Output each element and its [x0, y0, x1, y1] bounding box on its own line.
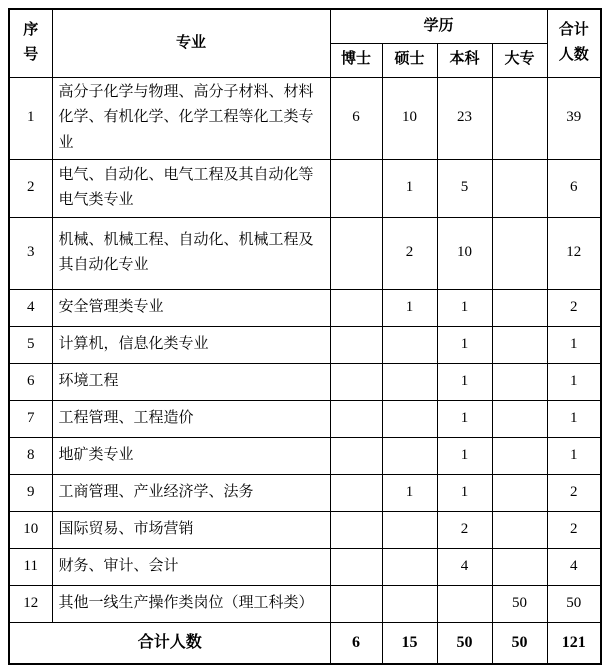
header-level-college: 大专 [492, 43, 547, 77]
cell-phd [330, 326, 382, 363]
cell-phd [330, 289, 382, 326]
cell-major: 其他一线生产操作类岗位（理工科类） [52, 585, 330, 622]
cell-master [382, 437, 437, 474]
cell-no: 1 [9, 77, 52, 159]
cell-college [492, 511, 547, 548]
cell-phd [330, 511, 382, 548]
cell-major: 工商管理、产业经济学、法务 [52, 474, 330, 511]
header-row-top [9, 9, 601, 43]
cell-bachelor: 1 [437, 326, 492, 363]
cell-major: 国际贸易、市场营销 [52, 511, 330, 548]
footer-master: 15 [382, 622, 437, 664]
cell-college [492, 474, 547, 511]
cell-bachelor: 1 [437, 289, 492, 326]
cell-no: 10 [9, 511, 52, 548]
cell-phd [330, 474, 382, 511]
table-row [9, 474, 601, 511]
cell-major: 工程管理、工程造价 [52, 400, 330, 437]
cell-college: 50 [492, 585, 547, 622]
cell-no: 5 [9, 326, 52, 363]
cell-phd [330, 159, 382, 217]
cell-phd: 6 [330, 77, 382, 159]
table-row [9, 400, 601, 437]
cell-phd [330, 548, 382, 585]
table-row [9, 326, 601, 363]
cell-college [492, 363, 547, 400]
cell-college [492, 548, 547, 585]
cell-major: 地矿类专业 [52, 437, 330, 474]
footer-row [9, 622, 601, 664]
header-level-phd: 博士 [330, 43, 382, 77]
cell-total: 2 [547, 289, 601, 326]
cell-bachelor: 1 [437, 400, 492, 437]
cell-major: 电气、自动化、电气工程及其自动化等电气类专业 [52, 159, 330, 217]
header-major: 专业 [52, 9, 330, 77]
cell-bachelor: 1 [437, 474, 492, 511]
cell-master [382, 326, 437, 363]
cell-major: 机械、机械工程、自动化、机械工程及其自动化专业 [52, 217, 330, 289]
cell-total: 12 [547, 217, 601, 289]
cell-major: 财务、审计、会计 [52, 548, 330, 585]
cell-no: 8 [9, 437, 52, 474]
cell-master [382, 400, 437, 437]
cell-no: 2 [9, 159, 52, 217]
cell-no: 6 [9, 363, 52, 400]
footer-total: 121 [547, 622, 601, 664]
cell-total: 4 [547, 548, 601, 585]
cell-master [382, 511, 437, 548]
cell-no: 7 [9, 400, 52, 437]
cell-total: 1 [547, 363, 601, 400]
cell-major: 安全管理类专业 [52, 289, 330, 326]
table-row [9, 159, 601, 217]
cell-college [492, 289, 547, 326]
footer-phd: 6 [330, 622, 382, 664]
cell-phd [330, 217, 382, 289]
cell-bachelor: 5 [437, 159, 492, 217]
table-row [9, 548, 601, 585]
cell-total: 2 [547, 474, 601, 511]
table-row [9, 511, 601, 548]
cell-no: 3 [9, 217, 52, 289]
cell-master: 1 [382, 474, 437, 511]
footer-bachelor: 50 [437, 622, 492, 664]
cell-bachelor [437, 585, 492, 622]
recruitment-table [8, 8, 602, 665]
header-total: 合计人数 [547, 9, 601, 77]
cell-master [382, 585, 437, 622]
cell-total: 1 [547, 400, 601, 437]
cell-bachelor: 23 [437, 77, 492, 159]
cell-master [382, 363, 437, 400]
cell-major: 计算机，信息化类专业 [52, 326, 330, 363]
table-row [9, 289, 601, 326]
footer-label: 合计人数 [9, 622, 330, 664]
cell-master: 2 [382, 217, 437, 289]
header-education: 学历 [330, 9, 547, 43]
cell-college [492, 437, 547, 474]
cell-total: 1 [547, 437, 601, 474]
cell-master: 10 [382, 77, 437, 159]
cell-college [492, 77, 547, 159]
cell-college [492, 217, 547, 289]
cell-college [492, 326, 547, 363]
table-row [9, 363, 601, 400]
cell-master [382, 548, 437, 585]
cell-phd [330, 585, 382, 622]
cell-total: 39 [547, 77, 601, 159]
cell-no: 9 [9, 474, 52, 511]
header-level-bachelor: 本科 [437, 43, 492, 77]
cell-total: 50 [547, 585, 601, 622]
cell-master: 1 [382, 159, 437, 217]
table-row [9, 217, 601, 289]
cell-bachelor: 1 [437, 437, 492, 474]
cell-no: 12 [9, 585, 52, 622]
table-row [9, 585, 601, 622]
cell-total: 6 [547, 159, 601, 217]
cell-total: 2 [547, 511, 601, 548]
cell-phd [330, 363, 382, 400]
header-level-master: 硕士 [382, 43, 437, 77]
cell-bachelor: 1 [437, 363, 492, 400]
cell-major: 高分子化学与物理、高分子材料、材料化学、有机化学、化学工程等化工类专业 [52, 77, 330, 159]
cell-bachelor: 4 [437, 548, 492, 585]
cell-college [492, 400, 547, 437]
cell-no: 4 [9, 289, 52, 326]
table-row [9, 437, 601, 474]
table-row [9, 77, 601, 159]
header-no: 序号 [9, 9, 52, 77]
footer-college: 50 [492, 622, 547, 664]
cell-no: 11 [9, 548, 52, 585]
cell-master: 1 [382, 289, 437, 326]
cell-bachelor: 10 [437, 217, 492, 289]
cell-phd [330, 400, 382, 437]
cell-college [492, 159, 547, 217]
cell-major: 环境工程 [52, 363, 330, 400]
cell-phd [330, 437, 382, 474]
cell-bachelor: 2 [437, 511, 492, 548]
cell-total: 1 [547, 326, 601, 363]
